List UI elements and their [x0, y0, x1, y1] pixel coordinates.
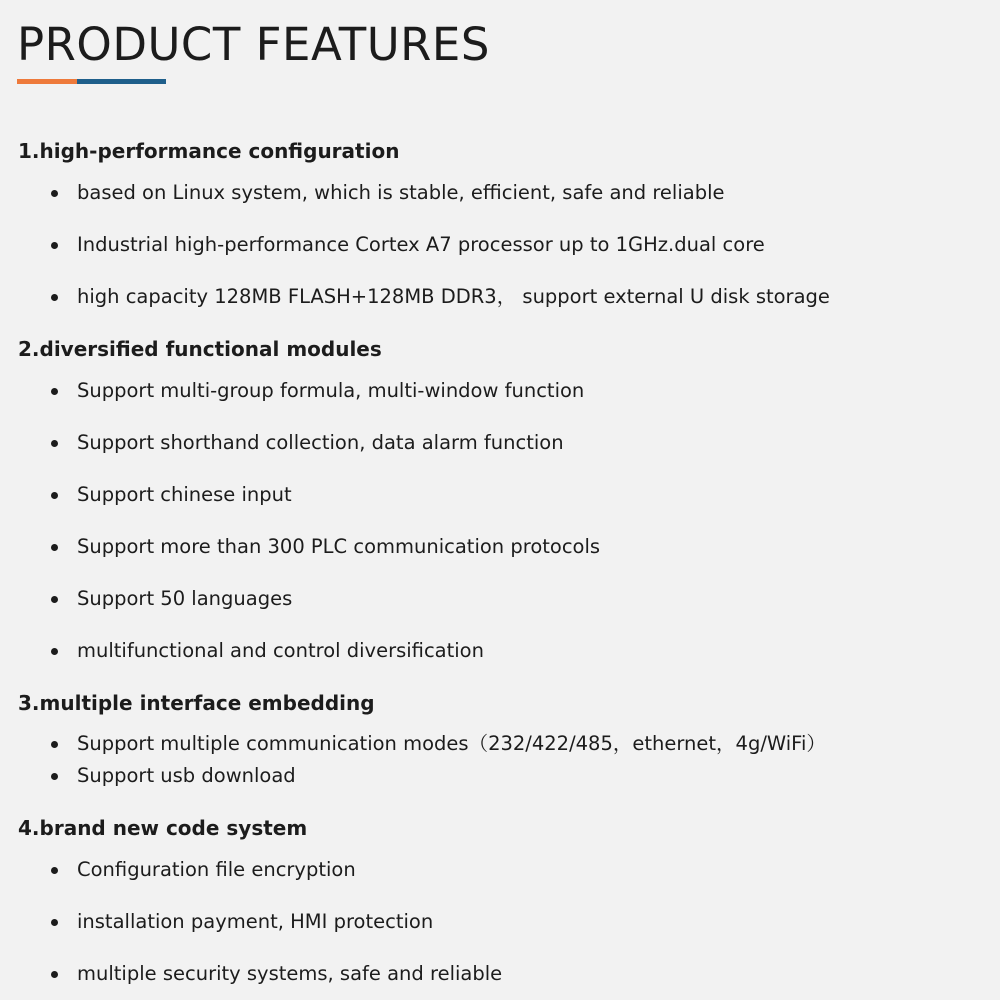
feature-item-chinese-input	[50, 482, 292, 508]
bullet-icon	[51, 492, 58, 499]
feature-item-formula	[50, 378, 584, 404]
feature-item-text: Support usb download	[77, 764, 296, 787]
feature-item-text: multiple security systems, safe and reliable	[77, 962, 503, 985]
feature-item-languages	[50, 586, 292, 612]
feature-item-text: Configuration file encryption	[77, 858, 356, 881]
feature-item-linux	[50, 180, 725, 206]
feature-item-security-systems	[50, 961, 502, 987]
feature-item-text: Support shorthand collection, data alarm function	[77, 431, 564, 454]
section-heading-high-performance: 1.high-performance configuration	[18, 139, 400, 163]
bullet-icon	[51, 544, 58, 551]
feature-item-encryption	[50, 857, 356, 883]
feature-item-text: high capacity 128MB FLASH+128MB DDR3， support external U disk storage	[77, 285, 830, 308]
bullet-icon	[51, 741, 58, 748]
section-heading-functional-modules: 2.diversified functional modules	[18, 337, 382, 361]
feature-item-text: Support more than 300 PLC communication protocols	[77, 535, 601, 558]
section-heading-interface-embedding: 3.multiple interface embedding	[18, 691, 375, 715]
title-underline	[17, 79, 166, 84]
bullet-icon	[51, 440, 58, 447]
feature-item-storage	[50, 284, 830, 310]
feature-item-text: Support chinese input	[77, 483, 292, 506]
feature-item-hmi-protection	[50, 909, 433, 935]
bullet-icon	[51, 919, 58, 926]
feature-item-text: Support 50 languages	[77, 587, 293, 610]
underline-orange-segment	[17, 79, 77, 84]
bullet-icon	[51, 388, 58, 395]
section-heading-code-system: 4.brand new code system	[18, 816, 308, 840]
feature-item-usb-download	[50, 763, 296, 789]
bullet-icon	[51, 867, 58, 874]
feature-item-text: Support multi-group formula, multi-window function	[77, 379, 585, 402]
feature-item-plc-protocols	[50, 534, 600, 560]
bullet-icon	[51, 971, 58, 978]
feature-item-text: multifunctional and control diversification	[77, 639, 484, 662]
bullet-icon	[51, 242, 58, 249]
page-title: PRODUCT FEATURES	[17, 18, 490, 71]
feature-item-alarm	[50, 430, 564, 456]
bullet-icon	[51, 773, 58, 780]
feature-item-text: based on Linux system, which is stable, efficient, safe and reliable	[77, 181, 725, 204]
feature-item-diversification	[50, 638, 484, 664]
underline-blue-segment	[77, 79, 166, 84]
bullet-icon	[51, 190, 58, 197]
feature-item-communication-modes	[50, 731, 826, 757]
bullet-icon	[51, 596, 58, 603]
bullet-icon	[51, 648, 58, 655]
bullet-icon	[51, 294, 58, 301]
feature-item-text: Support multiple communication modes（232/422/485，ethernet，4g/WiFi）	[77, 732, 826, 755]
feature-item-text: installation payment, HMI protection	[77, 910, 434, 933]
feature-item-processor	[50, 232, 765, 258]
feature-item-text: Industrial high-performance Cortex A7 processor up to 1GHz.dual core	[77, 233, 765, 256]
